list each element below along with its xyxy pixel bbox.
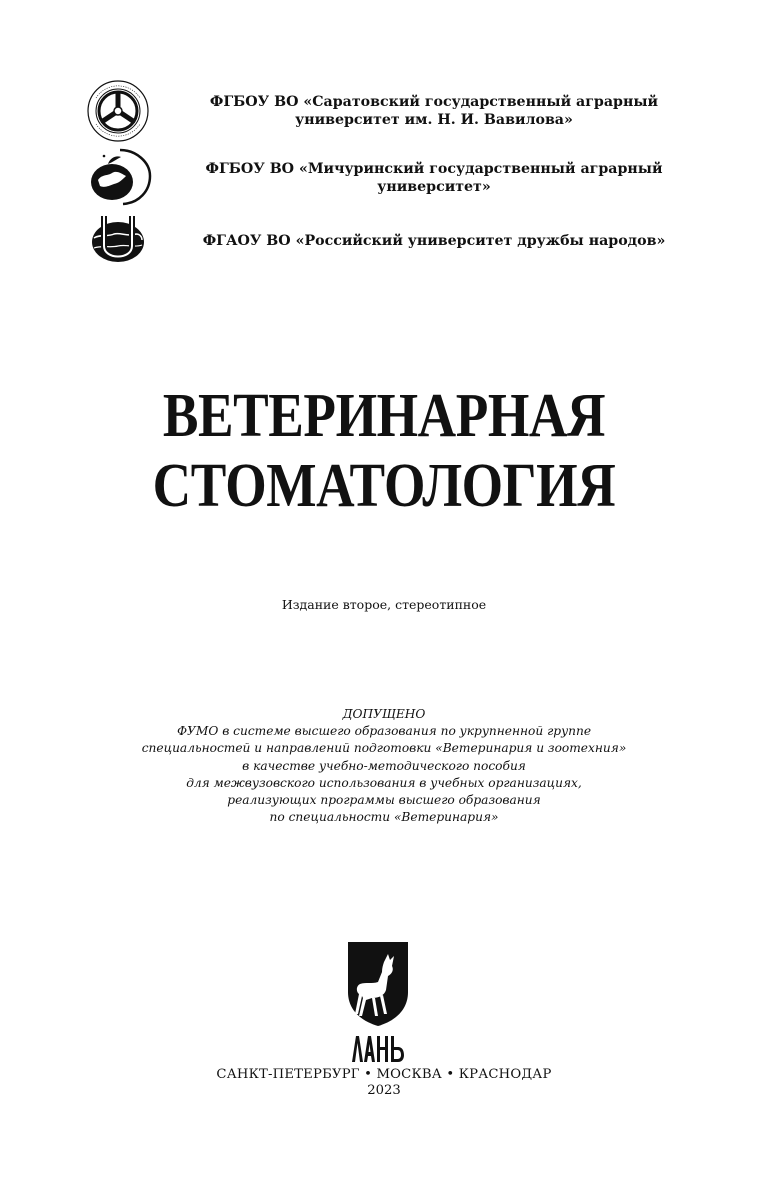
approval-stamp xyxy=(0,706,768,826)
university-name-line2: университет» xyxy=(377,179,491,195)
approval-line: в качестве учебно-методического пособия xyxy=(242,758,526,773)
approval-line: по специальности «Ветеринария» xyxy=(269,810,499,825)
approval-line: для межвузовского использования в учебных организациях, xyxy=(186,775,582,790)
approval-line: специальностей и направлений подготовки «Ветеринария и зоотехния» xyxy=(141,741,627,756)
university-name-line1: ФГБОУ ВО «Мичуринский государственный аграрный xyxy=(205,161,663,177)
book-title xyxy=(0,381,768,521)
university-michurinsk xyxy=(84,146,724,208)
michurinsk-university-emblem-icon xyxy=(84,146,154,208)
rudn-university-emblem-icon xyxy=(84,210,154,272)
university-saratov xyxy=(84,80,724,142)
university-name-line2: университет им. Н. И. Вавилова» xyxy=(295,112,573,128)
university-name-line1: ФГАОУ ВО «Российский университет дружбы народов» xyxy=(202,233,666,249)
saratov-university-emblem-icon xyxy=(84,80,154,142)
publication-year: 2023 xyxy=(367,1083,401,1098)
book-title-line1: ВЕТЕРИНАРНАЯ xyxy=(162,382,606,450)
university-rudn xyxy=(84,210,724,272)
edition-note: Издание второе, стереотипное xyxy=(281,597,487,612)
approval-line: реализующих программы высшего образования xyxy=(227,793,541,808)
approval-line: ДОПУЩЕНО xyxy=(342,707,426,721)
lan-deer-logo-icon xyxy=(342,940,414,1066)
university-name-line1: ФГБОУ ВО «Саратовский государственный аграрный xyxy=(209,94,659,110)
publisher-cities: САНКТ-ПЕТЕРБУРГ • МОСКВА • КРАСНОДАР xyxy=(216,1067,552,1082)
book-title-line2: СТОМАТОЛОГИЯ xyxy=(152,452,616,520)
approval-line: ФУМО в системе высшего образования по укрупненной группе xyxy=(176,724,592,739)
